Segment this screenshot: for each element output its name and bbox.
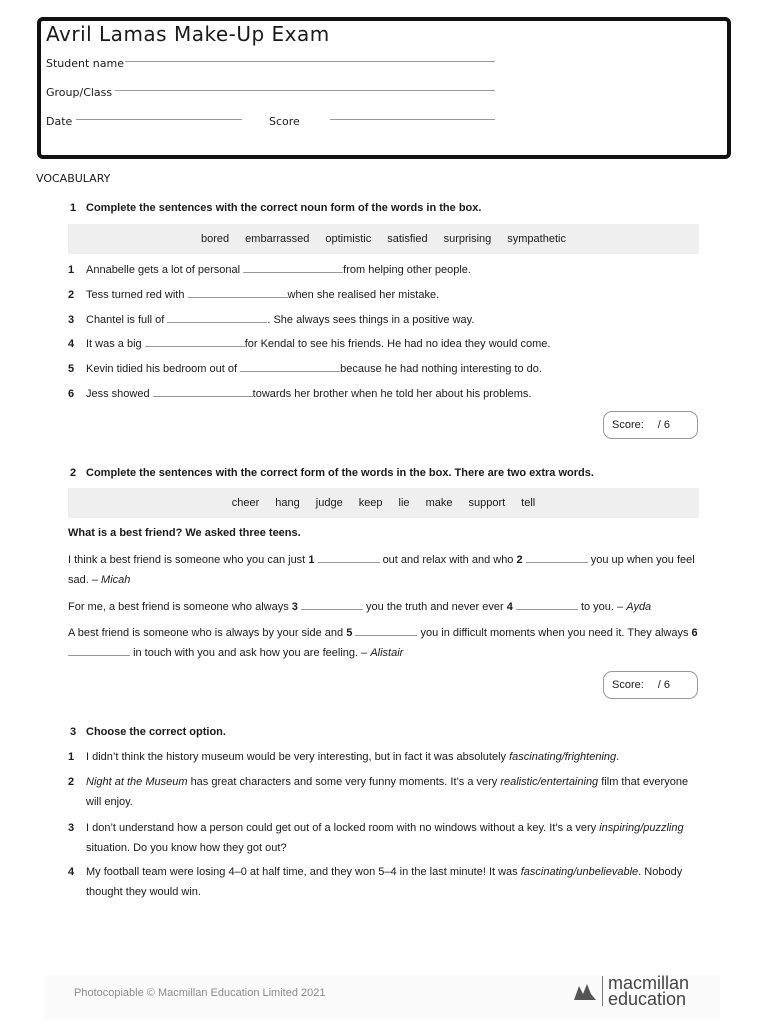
ex1-item: 5 Kevin tidied his bedroom out of because he had nothing interesting to do. [68, 363, 542, 375]
word-box-1 [68, 224, 699, 254]
exercise-number: 3 [70, 726, 77, 738]
word-box-word: lie [398, 497, 410, 509]
macmillan-logo: macmillan education [573, 975, 689, 1007]
word-box-word: support [468, 497, 506, 509]
date-field[interactable] [76, 119, 242, 120]
ex3-item: 2 Night at the Museum has great characters and some very funny moments. It’s a very realistic/entertaining film that everyone will enjoy. [68, 776, 689, 808]
answer-blank[interactable] [68, 645, 130, 656]
paragraph-ayda: For me, a best friend is someone who always 3 you the truth and never ever 4 to you. – Ayda [68, 601, 652, 613]
answer-blank[interactable] [526, 552, 588, 563]
section-heading: VOCABULARY [36, 172, 111, 185]
word-box-word: hang [275, 497, 300, 509]
ex1-item: 3 Chantel is full of . She always sees things in a positive way. [68, 314, 475, 326]
paragraph-micah: I think a best friend is someone who you can just 1 out and relax with and who 2 you up when you feel sad. – Micah [68, 554, 695, 586]
exercise-number: 1 [70, 202, 77, 214]
macmillan-logo-icon [573, 980, 597, 1002]
ex1-item: 6 Jess showed towards her brother when he told her about his problems. [68, 388, 532, 400]
word-box-word: surprising [443, 233, 492, 245]
answer-blank[interactable] [145, 336, 245, 347]
score-box-2: Score: / 6 [603, 671, 698, 699]
answer-blank[interactable] [240, 361, 340, 372]
exercise-3-instruction: 3 Choose the correct option. [70, 726, 226, 738]
answer-blank[interactable] [188, 287, 288, 298]
exercise-number: 2 [70, 467, 77, 479]
ex1-item: 1 Annabelle gets a lot of personal from helping other people. [68, 264, 471, 276]
word-box-word: make [425, 497, 453, 509]
copyright-notice: Photocopiable © Macmillan Education Limited 2021 [74, 987, 326, 999]
score-box-1: Score: / 6 [603, 411, 698, 439]
exercise-1-instruction: 1 Complete the sentences with the correct noun form of the words in the box. [70, 202, 482, 214]
option-choice[interactable]: fascinating/frightening [509, 751, 617, 763]
answer-blank[interactable] [318, 552, 380, 563]
option-choice[interactable]: realistic/entertaining [500, 776, 599, 788]
option-choice[interactable]: fascinating/unbelievable [520, 866, 639, 878]
ex3-item: 3 I don’t understand how a person could get out of a locked room with no windows without a key. It’s a very inspiring/puzzling situation. Do you know how they got out? [68, 822, 684, 854]
word-box-word: cheer [231, 497, 260, 509]
text-subheading: What is a best friend? We asked three teens. [68, 527, 301, 539]
answer-blank[interactable] [301, 599, 363, 610]
option-choice[interactable]: inspiring/puzzling [599, 822, 684, 834]
student-name-label: Student name [46, 57, 124, 70]
word-box-word: tell [521, 497, 536, 509]
word-box-word: optimistic [325, 233, 372, 245]
answer-blank[interactable] [355, 625, 417, 636]
ex3-item: 4 My football team were losing 4–0 at half time, and they won 5–4 in the last minute! It was fascinating/unbelievable. Nobody thought they would win. [68, 866, 683, 898]
paragraph-alistair: A best friend is someone who is always by your side and 5 you in difficult moments when you need it. They always 6 in touch with you and ask how you are feeling. – Alistair [68, 627, 698, 659]
ex1-item: 2 Tess turned red with when she realised her mistake. [68, 289, 440, 301]
word-box-2 [68, 488, 699, 518]
ex1-item: 4 It was a big for Kendal to see his friends. He had no idea they would come. [68, 338, 551, 350]
date-label: Date [46, 115, 73, 128]
word-box-word: judge [315, 497, 343, 509]
score-label: Score [269, 115, 300, 128]
word-box-word: embarrassed [245, 233, 310, 245]
exercise-2-instruction: 2 Complete the sentences with the correct form of the words in the box. There are two extra words. [70, 467, 594, 479]
ex3-item: 1 I didn’t think the history museum would be very interesting, but in fact it was absolutely fascinating/frightening. [68, 751, 620, 763]
word-box-word: bored [201, 233, 230, 245]
answer-blank[interactable] [167, 312, 267, 323]
score-field[interactable] [330, 119, 495, 120]
group-class-label: Group/Class [46, 86, 113, 99]
group-class-field[interactable] [115, 90, 495, 91]
answer-blank[interactable] [153, 386, 253, 397]
answer-blank[interactable] [243, 262, 343, 273]
student-name-field[interactable] [125, 61, 495, 62]
word-box-word: keep [358, 497, 383, 509]
word-box-word: sympathetic [507, 233, 566, 245]
word-box-word: satisfied [387, 233, 428, 245]
exam-title: Avril Lamas Make-Up Exam [46, 22, 330, 46]
answer-blank[interactable] [516, 599, 578, 610]
